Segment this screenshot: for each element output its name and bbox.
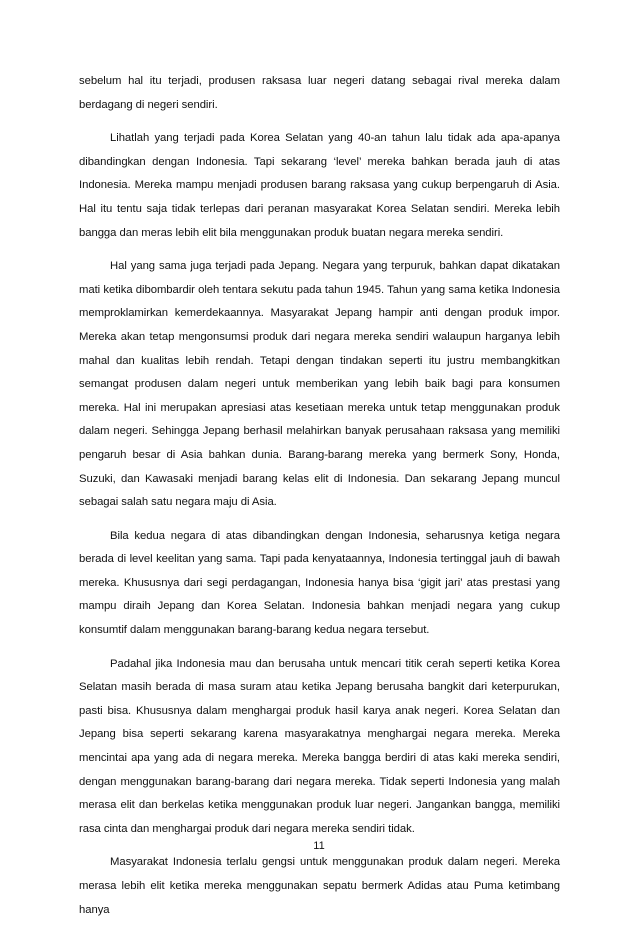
paragraph-1: sebelum hal itu terjadi, produsen raksasa luar negeri datang sebagai rival mereka dalam berdagang di negeri sendiri. bbox=[79, 75, 560, 111]
paragraph-2: Lihatlah yang terjadi pada Korea Selatan yang 40-an tahun lalu tidak ada apa-apanya dibandingkan dengan Indonesia. Tapi sekarang ‘level’ mereka bahkan berada jauh di atas Indonesia. Mereka mampu menjadi produsen barang raksasa yang cukup berpengaruh di Asia. Hal itu tentu saja tidak terlepas dari peranan masyarakat Korea Selatan sendiri. Mereka lebih bangga dan meras lebih elit bila menggunakan produk buatan negara mereka sendiri. bbox=[79, 132, 560, 239]
page-number: 11 bbox=[313, 840, 325, 852]
paragraph-3: Hal yang sama juga terjadi pada Jepang. Negara yang terpuruk, bahkan dapat dikatakan mati ketika dibombardir oleh tentara sekutu pada tahun 1945. Tahun yang sama ketika Indonesia memproklamirkan kemerdekaannya. Masyarakat Jepang hampir anti dengan produk impor. Mereka akan tetap mengonsumsi produk dari negara mereka sendiri walaupun harganya lebih mahal dan kualitas lebih rendah. Tetapi dengan tindakan seperti itu justru membangkitkan semangat produsen dalam negeri untuk memberikan yang lebih baik bagi para konsumen mereka. Hal ini merupakan apresiasi atas kesetiaan mereka untuk tetap menggunakan produk dalam negeri. Sehingga Jepang berhasil melahirkan banyak perusahaan raksasa yang memiliki pengaruh besar di Asia bahkan dunia. Barang-barang mereka yang bermerk Sony, Honda, Suzuki, dan Kawasaki menjadi barang kelas elit di Indonesia. Dan sekarang Jepang muncul sebagai salah satu negara maju di Asia. bbox=[79, 260, 560, 509]
document-body bbox=[79, 70, 560, 932]
paragraph-5: Padahal jika Indonesia mau dan berusaha untuk mencari titik cerah seperti ketika Korea Selatan masih berada di masa suram atau ketika Jepang berusaha bangkit dari keterpurukan, pasti bisa. Khususnya dalam menghargai produk hasil karya anak negeri. Korea Selatan dan Jepang bisa seperti sekarang karena masyarakatnya menghargai negara mereka. Mereka mencintai apa yang ada di negara mereka. Mereka bangga berdiri di atas kaki mereka sendiri, dengan menggunakan barang-barang dari negara mereka. Tidak seperti Indonesia yang malah merasa elit dan berkelas ketika menggunakan produk luar negeri. Jangankan bangga, memiliki rasa cinta dan menghargai produk dari negara mereka sendiri tidak. bbox=[79, 657, 560, 835]
paragraph-6: Masyarakat Indonesia terlalu gengsi untuk menggunakan produk dalam negeri. Mereka merasa lebih elit ketika mereka menggunakan sepatu bermerk Adidas atau Puma ketimbang hanya bbox=[79, 856, 560, 916]
paragraph-4: Bila kedua negara di atas dibandingkan dengan Indonesia, seharusnya ketiga negara berada di level keelitan yang sama. Tapi pada kenyataannya, Indonesia tertinggal jauh di bawah mereka. Khususnya dari segi perdagangan, Indonesia hanya bisa ‘gigit jari’ atas prestasi yang mampu diraih Jepang dan Korea Selatan. Indonesia bahkan menjadi negara yang cukup konsumtif dalam menggunakan barang-barang kedua negara tersebut. bbox=[79, 529, 560, 637]
